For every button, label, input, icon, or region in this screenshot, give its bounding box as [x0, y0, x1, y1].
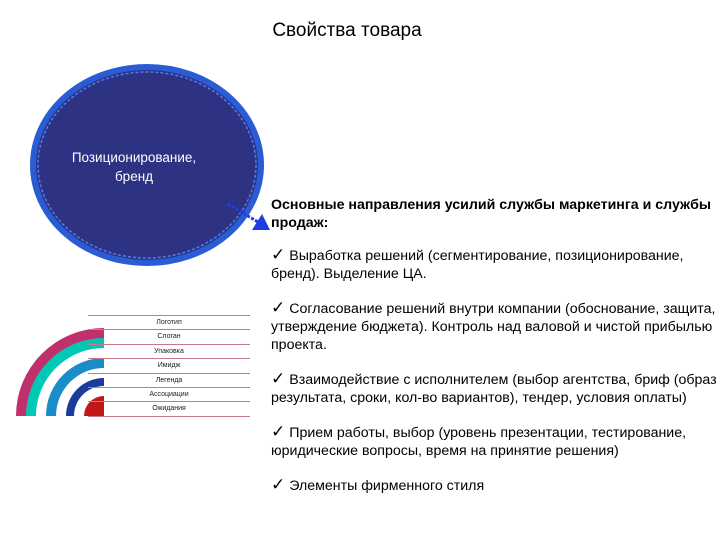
- list-item: [271, 299, 717, 354]
- list-item: [271, 423, 717, 460]
- ellipse-label-line1: Позиционирование,: [71, 150, 197, 165]
- ring-labels-table: [88, 315, 250, 417]
- ring-label: Упаковка: [88, 345, 250, 359]
- list-item: [271, 246, 717, 283]
- ring-label: Ожидания: [88, 402, 250, 416]
- ring-label: Имидж: [88, 359, 250, 373]
- slide-title: Свойства товара: [272, 20, 422, 41]
- ellipse-label: [34, 148, 234, 186]
- check-icon: ✓: [271, 475, 286, 494]
- ring-label: Слоган: [88, 330, 250, 344]
- list-item-text: Взаимодействие с исполнителем (выбор агентства, бриф (образ результата, сроки, кол-во вариантов), тендер, условия оплаты): [271, 372, 717, 406]
- list-item-text: Элементы фирменного стиля: [289, 478, 485, 494]
- check-icon: ✓: [271, 369, 286, 388]
- list-item: [271, 370, 717, 407]
- arrow-icon: [226, 200, 274, 234]
- list-item-text: Согласование решений внутри компании (обоснование, защита, утверждение бюджета). Контроль над валовой и чистой прибылью проекта.: [271, 301, 716, 353]
- ring-label: Легенда: [88, 374, 250, 388]
- ellipse-label-line2: бренд: [114, 169, 154, 184]
- ring-label: Ассоциации: [88, 388, 250, 402]
- marketing-directions-panel: [271, 196, 717, 511]
- check-icon: ✓: [271, 245, 286, 264]
- ring-label: Логотип: [88, 315, 250, 330]
- panel-heading: Основные направления усилий службы маркетинга и службы продаж:: [271, 197, 711, 231]
- list-item: [271, 476, 717, 495]
- list-item-text: Выработка решений (сегментирование, позиционирование, бренд). Выделение ЦА.: [271, 248, 684, 282]
- check-icon: ✓: [271, 422, 286, 441]
- check-icon: ✓: [271, 298, 286, 317]
- list-item-text: Прием работы, выбор (уровень презентации, тестирование, юридические вопросы, время на принятие решения): [271, 425, 687, 459]
